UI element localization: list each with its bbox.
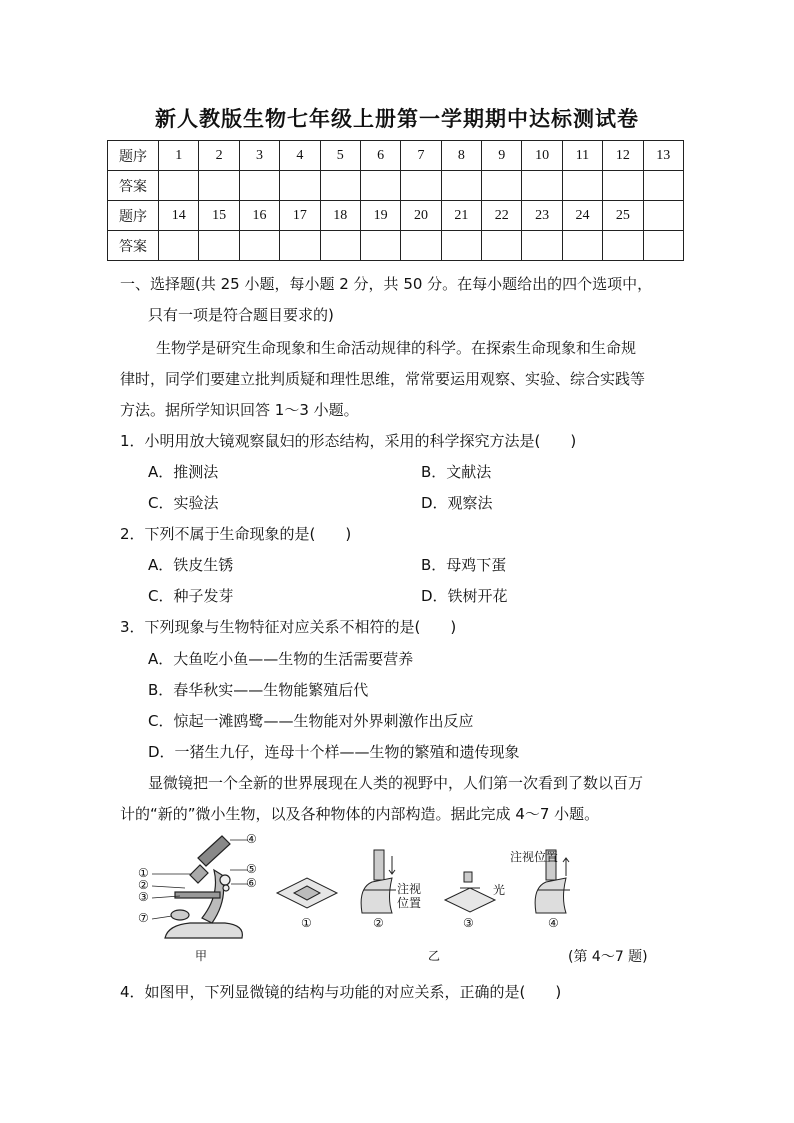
table-row-answers-1 <box>108 171 684 201</box>
intro-paragraph: 生物学是研究生命现象和生命活动规律的科学。在探索生命现象和生命规 <box>156 339 637 357</box>
table-cell: 4 <box>280 141 320 171</box>
answer-cell[interactable] <box>643 171 684 201</box>
slide-step-figure <box>272 873 342 913</box>
question-stem: 2．下列不属于生命现象的是( ) <box>120 525 352 543</box>
table-cell: 16 <box>239 201 279 231</box>
answer-cell[interactable] <box>280 231 320 261</box>
intro-paragraph: 律时，同学们要建立批判质疑和理性思维，常常要运用观察、实验、综合实践等 <box>120 370 646 388</box>
answer-cell[interactable] <box>562 171 602 201</box>
table-cell: 14 <box>159 201 199 231</box>
answer-cell[interactable] <box>401 171 441 201</box>
table-cell: 23 <box>522 201 562 231</box>
option-b[interactable]: B．春华秋实——生物能繁殖后代 <box>148 681 369 699</box>
answer-cell[interactable] <box>239 231 279 261</box>
table-cell: 17 <box>280 201 320 231</box>
option-a[interactable]: A．大鱼吃小鱼——生物的生活需要营养 <box>148 650 414 668</box>
table-cell: 20 <box>401 201 441 231</box>
microscope-figure-jia <box>130 830 280 945</box>
callout-label: ⑤ <box>246 862 257 876</box>
answer-cell[interactable] <box>320 171 360 201</box>
table-row-answers-2 <box>108 231 684 261</box>
answer-cell[interactable] <box>522 171 562 201</box>
note-watch-position: 注视位置 <box>510 850 559 864</box>
table-row-numbers-2 <box>108 201 684 231</box>
intro-paragraph: 方法。据所学知识回答 1～3 小题。 <box>120 401 359 419</box>
option-b[interactable]: B．母鸡下蛋 <box>421 556 507 574</box>
answer-cell[interactable] <box>239 171 279 201</box>
note-watch: 注视 <box>397 882 422 896</box>
answer-cell[interactable] <box>482 171 522 201</box>
section-heading: 一、选择题(共 25 小题，每小题 2 分，共 50 分。在每小题给出的四个选项中， <box>120 275 653 293</box>
table-row-numbers-1 <box>108 141 684 171</box>
answer-cell[interactable] <box>320 231 360 261</box>
table-cell: 18 <box>320 201 360 231</box>
callout-label: ② <box>138 878 149 892</box>
table-cell: 7 <box>401 141 441 171</box>
answer-table <box>107 140 684 261</box>
intro-paragraph: 计的“新的”微小生物，以及各种物体的内部构造。据此完成 4～7 小题。 <box>120 805 600 823</box>
answer-cell[interactable] <box>441 171 481 201</box>
option-c[interactable]: C．实验法 <box>148 494 219 512</box>
section-heading-cont: 只有一项是符合题目要求的) <box>148 306 334 324</box>
table-cell-label: 答案 <box>108 171 159 201</box>
option-b[interactable]: B．文献法 <box>421 463 492 481</box>
question-stem: 3．下列现象与生物特征对应关系不相符的是( ) <box>120 618 457 636</box>
answer-cell[interactable] <box>562 231 602 261</box>
answer-cell[interactable] <box>643 231 684 261</box>
table-cell-label: 题序 <box>108 141 159 171</box>
table-cell: 11 <box>562 141 602 171</box>
intro-paragraph: 显微镜把一个全新的世界展现在人类的视野中，人们第一次看到了数以百万 <box>148 774 644 792</box>
table-cell: 24 <box>562 201 602 231</box>
lower-tube-step-figure <box>352 848 402 918</box>
question-stem: 1．小明用放大镜观察鼠妇的形态结构，采用的科学探究方法是( ) <box>120 432 577 450</box>
option-a[interactable]: A．铁皮生锈 <box>148 556 234 574</box>
table-cell: 6 <box>360 141 400 171</box>
table-cell <box>643 201 684 231</box>
figure-caption: (第 4～7 题) <box>568 949 648 965</box>
answer-cell[interactable] <box>360 171 400 201</box>
option-c[interactable]: C．种子发芽 <box>148 587 234 605</box>
option-d[interactable]: D．观察法 <box>421 494 493 512</box>
table-cell: 10 <box>522 141 562 171</box>
question-stem: 4．如图甲，下列显微镜的结构与功能的对应关系，正确的是( ) <box>120 983 562 1001</box>
answer-cell[interactable] <box>522 231 562 261</box>
answer-cell[interactable] <box>280 171 320 201</box>
option-c[interactable]: C．惊起一滩鸥鹭——生物能对外界刺激作出反应 <box>148 712 474 730</box>
step-label: ④ <box>548 916 559 930</box>
option-a[interactable]: A．推测法 <box>148 463 219 481</box>
callout-label: ① <box>138 866 149 880</box>
answer-cell[interactable] <box>199 231 239 261</box>
note-position: 位置 <box>397 896 422 910</box>
answer-cell[interactable] <box>603 171 643 201</box>
callout-label: ⑥ <box>246 876 257 890</box>
option-d[interactable]: D．一猪生九仔，连母十个样——生物的繁殖和遗传现象 <box>148 743 520 761</box>
table-cell: 9 <box>482 141 522 171</box>
step-label: ③ <box>463 916 474 930</box>
table-cell-label: 答案 <box>108 231 159 261</box>
callout-label: ④ <box>246 832 257 846</box>
table-cell: 3 <box>239 141 279 171</box>
step-label: ② <box>373 916 384 930</box>
answer-cell[interactable] <box>159 171 199 201</box>
answer-cell[interactable] <box>401 231 441 261</box>
table-cell: 25 <box>603 201 643 231</box>
callout-label: ⑦ <box>138 911 149 925</box>
figure-label-jia: 甲 <box>195 949 208 963</box>
table-cell: 12 <box>603 141 643 171</box>
table-cell: 22 <box>482 201 522 231</box>
table-cell: 21 <box>441 201 481 231</box>
step-label: ① <box>301 916 312 930</box>
table-cell: 13 <box>643 141 684 171</box>
table-cell: 2 <box>199 141 239 171</box>
table-cell: 15 <box>199 201 239 231</box>
answer-cell[interactable] <box>482 231 522 261</box>
table-cell: 8 <box>441 141 481 171</box>
table-cell: 19 <box>360 201 400 231</box>
answer-cell[interactable] <box>441 231 481 261</box>
option-d[interactable]: D．铁树开花 <box>421 587 508 605</box>
answer-cell[interactable] <box>199 171 239 201</box>
page-title: 新人教版生物七年级上册第一学期期中达标测试卷 <box>155 106 639 131</box>
figure-label-yi: 乙 <box>428 949 441 963</box>
callout-label: ③ <box>138 890 149 904</box>
note-light: 光 <box>493 883 506 897</box>
table-cell: 5 <box>320 141 360 171</box>
table-cell-label: 题序 <box>108 201 159 231</box>
answer-cell[interactable] <box>360 231 400 261</box>
table-cell: 1 <box>159 141 199 171</box>
answer-cell[interactable] <box>159 231 199 261</box>
light-step-figure <box>440 870 500 915</box>
answer-cell[interactable] <box>603 231 643 261</box>
